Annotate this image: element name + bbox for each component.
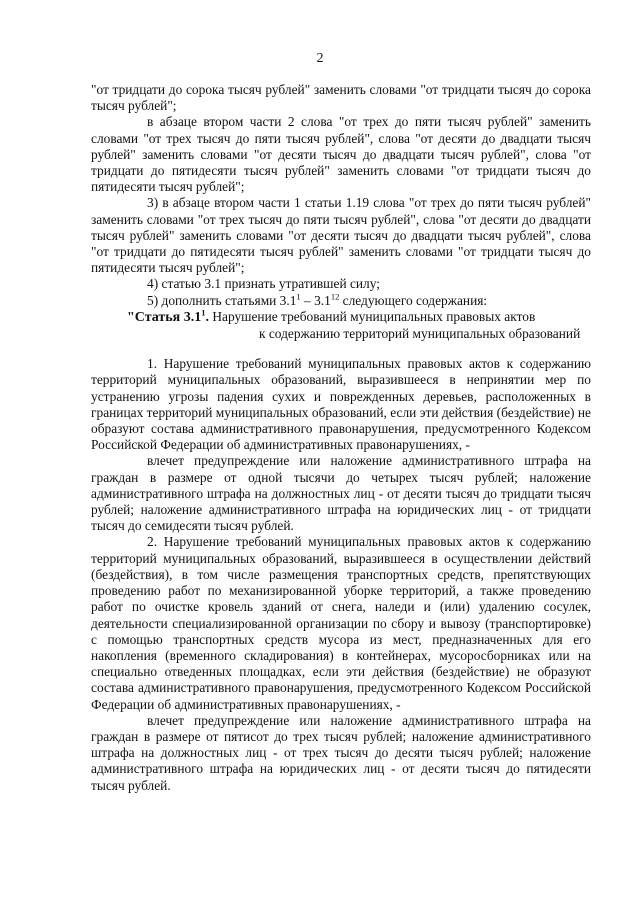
article-title-text: "Статья 3.1 [127,309,202,325]
paragraph-5-sup-1: 1 [296,291,301,302]
paragraph-4: 4) статью 3.1 признать утратившей силу; [147,276,380,292]
article-title [127,307,209,325]
article-heading [91,309,591,342]
paragraph-5-sup-2: 12 [330,291,340,302]
document-body [91,82,591,794]
paragraph-5-text-a: 5) дополнить статьями 3.1 [147,292,297,308]
article-heading-line-1: Нарушение требований муниципальных правовых актов [209,308,536,324]
paragraph-3: 3) в абзаце втором части 1 статьи 1.19 слова "от трех до пяти тысяч рублей" заменить словами "от трех тысяч до пяти тысяч рублей", слова "от десяти до двадцати тысяч рублей" заменить словами "от десяти тысяч до двадцати тысяч рублей", слова "от тридцати до пятидесяти тысяч рублей" заменить словами "от тридцати тысяч до пятидесяти тысяч рублей"; [91,195,591,276]
article-title-sup: 1 [201,307,206,318]
article-heading-line-2: к содержанию территорий муниципальных образований [259,326,581,342]
paragraph-5-text-b: – 3.1 [300,292,331,308]
paragraph-5-text-c: следующего содержания: [339,292,488,308]
paragraph-penalty-2: влечет предупреждение или наложение административного штрафа на граждан в размере от пятисот до трех тысяч рублей; наложение административного штрафа на должностных лиц - от трех тысяч до десяти тысяч рублей; наложение административного штрафа на юридических лиц - от десяти тысяч до пятидесяти тысяч рублей. [91,712,591,793]
paragraph-part-1: 1. Нарушение требований муниципальных правовых актов к содержанию территорий муниципальных образований, выразившееся в непринятии мер по устранению угрозы падения сухих и поврежденных деревьев, расположенных в границах территорий муниципальных образований, если эти действия (бездействие) не образуют состава административного правонарушения, предусмотренного Кодексом Российской Федерации об административных правонарушениях, - [91,356,591,453]
paragraph-part-2: 2. Нарушение требований муниципальных правовых актов к содержанию территорий муниципальных образований, выразившееся в осуществлении действий (бездействия), в том числе размещения транспортных средств, препятствующих проведению работ по механизированной уборке территорий, а также проведению работ по очистке кровель зданий от снега, наледи и (или) удалению сосулек, деятельности специализированной организации по сбору и вывозу (транспортировке) с помощью транспортных средств мусора из мест, предназначенных для его накопления (временного складирования) в контейнерах, мусоросборниках или на специально отведенных площадках, если эти действия (бездействие) не образуют состава административного правонарушения, предусмотренного Кодексом Российской Федерации об административных правонарушениях, - [91,534,591,712]
page-number: 2 [316,51,324,66]
article-title-end: . [205,309,209,325]
paragraph-5 [91,293,591,309]
paragraph-1: "от тридцати до сорока тысяч рублей" заменить словами "от тридцати тысяч до сорока тысяч рублей"; [91,82,591,114]
paragraph-2: в абзаце втором части 2 слова "от трех до пяти тысяч рублей" заменить словами "от трех тысяч до пяти тысяч рублей", слова "от десяти до двадцати тысяч рублей" заменить словами "от десяти тысяч до двадцати тысяч рублей", слова "от тридцати до пятидесяти тысяч рублей" заменить словами "от тридцати тысяч до пятидесяти тысяч рублей"; [91,114,591,195]
paragraph-penalty-1: влечет предупреждение или наложение административного штрафа на граждан в размере от одной тысячи до четырех тысяч рублей; наложение административного штрафа на должностных лиц - от десяти тысяч до тридцати тысяч рублей; наложение административного штрафа на юридических лиц - от тридцати тысяч до семидесяти тысяч рублей. [91,453,591,534]
